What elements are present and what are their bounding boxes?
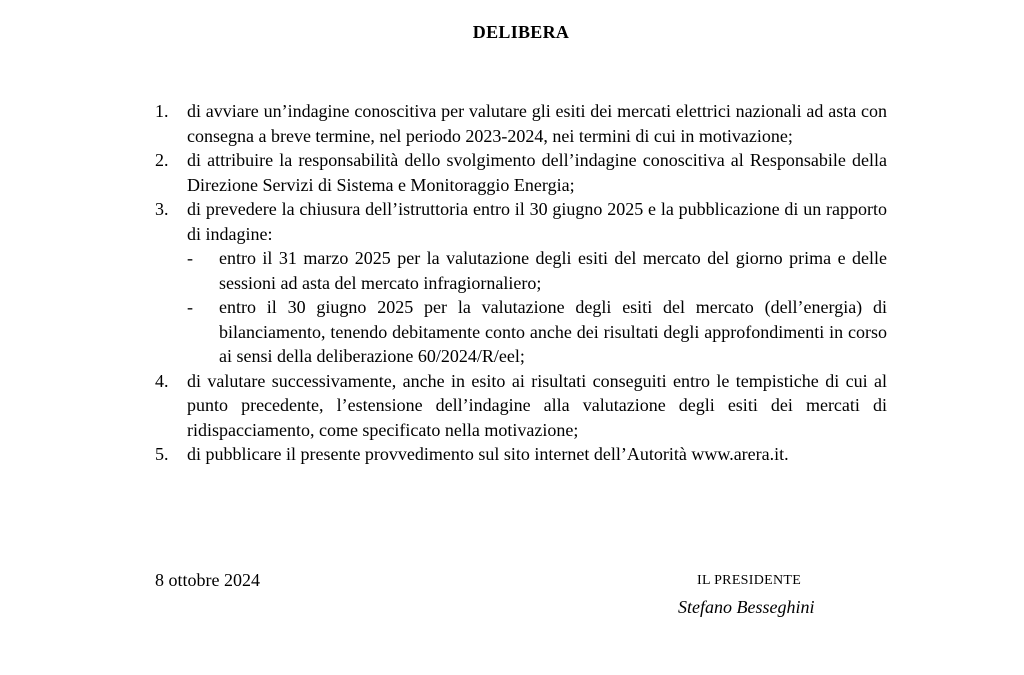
resolution-list xyxy=(155,99,887,467)
item-text: di attribuire la responsabilità dello svolgimento dell’indagine conoscitiva al Responsabile della Direzione Servizi di Sistema e Monitoraggio Energia; xyxy=(187,150,887,195)
dash-bullet: - xyxy=(187,297,193,317)
sub-item-text: entro il 30 giugno 2025 per la valutazione degli esiti del mercato (dell’energia) di bilanciamento, tenendo debitamente conto anche dei risultati degli approfondimenti in corso ai sensi della deliberazione 60/2024/R/eel; xyxy=(219,297,887,366)
list-item xyxy=(155,442,887,467)
list-item xyxy=(155,197,887,369)
item-number: 1. xyxy=(155,101,169,121)
list-item xyxy=(155,369,887,443)
item-number: 3. xyxy=(155,199,169,219)
signatory-name: Stefano Besseghini xyxy=(678,597,815,617)
item-number: 4. xyxy=(155,370,169,391)
sub-list-item xyxy=(187,246,887,295)
list-item xyxy=(155,99,887,148)
item-text: di avviare un’indagine conoscitiva per valutare gli esiti dei mercati elettrici nazionali ad asta con consegna a breve termine, nel periodo 2023-2024, nei termini di cui in motivazione; xyxy=(187,101,887,146)
item-number: 5. xyxy=(155,444,169,464)
item-text: di prevedere la chiusura dell’istruttoria entro il 30 giugno 2025 e la pubblicazione di un rapporto di indagine: xyxy=(187,199,887,244)
dash-bullet: - xyxy=(187,248,193,268)
item-text: di valutare successivamente, anche in esito ai risultati conseguiti entro le tempistiche di cui al punto precedente, l’estensione dell’indagine alla valutazione degli esiti dei mercati di ridispacciamento, come specificato nella motivazione; xyxy=(187,370,887,440)
signatory-role: IL PRESIDENTE xyxy=(697,573,802,588)
list-item xyxy=(155,148,887,197)
document-date: 8 ottobre 2024 xyxy=(155,570,260,590)
sub-item-text: entro il 31 marzo 2025 per la valutazione degli esiti del mercato del giorno prima e delle sessioni ad asta del mercato infragiornaliero; xyxy=(219,248,887,293)
document-heading: DELIBERA xyxy=(472,22,570,42)
item-number: 2. xyxy=(155,150,169,170)
sub-list-item xyxy=(187,295,887,369)
item-text: di pubblicare il presente provvedimento sul sito internet dell’Autorità www.arera.it. xyxy=(187,444,789,464)
